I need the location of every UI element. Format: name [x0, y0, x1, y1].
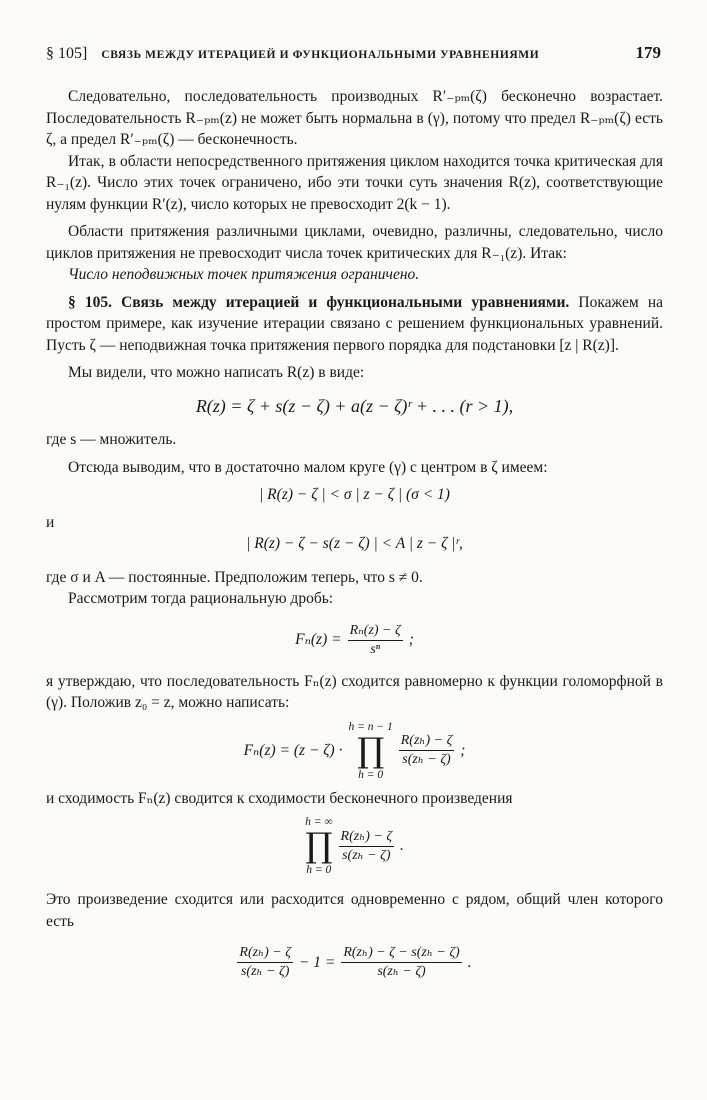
- paragraph-6: Мы видели, что можно написать R(z) в виде:: [68, 364, 365, 381]
- paragraph-7: где s — множитель.: [46, 431, 177, 448]
- eq4-tail: ;: [408, 631, 414, 649]
- product-symbol-icon: ∏: [357, 730, 385, 771]
- paragraph-1: Следовательно, последовательность производных R′₋ₚₘ(ζ) бесконечно возрастает. Последовательность R₋ₚₘ(z) не может быть нормальна в (γ), потому что предел R₋ₚₘ(ζ) есть ζ, а предел R′₋ₚₘ(ζ) — бесконечность.: [46, 88, 663, 148]
- eq7-tail: .: [467, 953, 472, 971]
- eq7-fraction-right: [341, 944, 461, 981]
- product-symbol-icon: ∏: [305, 826, 333, 866]
- header-title: СВЯЗЬ МЕЖДУ ИТЕРАЦИЕЙ И ФУНКЦИОНАЛЬНЫМИ УРАВНЕНИЯМИ: [101, 49, 540, 61]
- eq4-fraction: [348, 622, 403, 659]
- eq7-numerator-right: R(zₕ) − ζ − s(zₕ − ζ): [341, 944, 461, 963]
- eq5-lhs: Fₙ(z) = (z − ζ) ·: [243, 741, 343, 759]
- section-105-heading: § 105. Связь между итерацией и функциональными уравнениями.: [68, 293, 570, 311]
- eq7-middle: − 1 =: [298, 953, 336, 971]
- equation-5: [46, 720, 663, 782]
- eq5-lower-limit: h = 0: [358, 768, 384, 781]
- word-and: и: [46, 513, 55, 531]
- section-105-text: Покажем на простом примере, как изучение итерации связано с решением функциональных уравнений. Пусть ζ — неподвижная точка притяжения первого порядка для подстановки [z | R(z)].: [46, 293, 663, 354]
- page-body: [46, 86, 663, 981]
- paragraph-12: и сходимость Fₙ(z) сводится к сходимости бесконечного произведения: [46, 789, 513, 807]
- page-number: 179: [635, 43, 661, 62]
- paragraph-9: где σ и A — постоянные. Предположим теперь, что s ≠ 0.: [46, 568, 423, 586]
- paragraph-3: Области притяжения различными циклами, очевидно, различны, следовательно, число циклов притяжения не превосходит числа точек критических для R₋₁(z). Итак:: [46, 223, 663, 262]
- section-105-paragraph: [46, 292, 663, 357]
- theorem-statement: Число неподвижных точек притяжения ограничено.: [68, 266, 420, 283]
- eq6-fraction: [339, 828, 395, 865]
- eq5-fraction: [399, 732, 455, 769]
- eq6-lower-limit: h = 0: [306, 864, 332, 876]
- running-header: [46, 42, 661, 64]
- paragraph-10: Рассмотрим тогда рациональную дробь:: [68, 590, 334, 607]
- eq5-tail: ;: [460, 741, 466, 759]
- equation-6: [46, 815, 663, 877]
- equation-7: [46, 944, 663, 981]
- equation-4: [46, 622, 663, 659]
- eq6-numerator: R(zₕ) − ζ: [339, 828, 395, 847]
- equation-2: | R(z) − ζ | < σ | z − ζ | (σ < 1): [259, 486, 450, 503]
- eq4-numerator: Rₙ(z) − ζ: [348, 622, 403, 641]
- eq4-lhs: Fₙ(z) =: [295, 631, 342, 649]
- paragraph-11: я утверждаю, что последовательность Fₙ(z) сходится равномерно к функции голоморфной в (γ). Положив z₀ = z, можно написать:: [46, 672, 663, 711]
- eq7-fraction-left: [237, 944, 293, 981]
- eq6-denominator: s(zₕ − ζ): [342, 847, 391, 863]
- eq6-upper-limit: h = ∞: [305, 816, 333, 828]
- eq6-tail: .: [400, 837, 404, 855]
- eq7-numerator-left: R(zₕ) − ζ: [237, 944, 293, 963]
- eq5-upper-limit: h = n − 1: [348, 720, 393, 733]
- equation-1: R(z) = ζ + s(z − ζ) + a(z − ζ)ʳ + . . . (r > 1),: [195, 395, 514, 416]
- paragraph-2: Итак, в области непосредственного притяжения циклом находится точка критическая для R₋₁(z). Число этих точек ограничено, ибо эти точки суть значения R(z), соответствующие нулям функции R′(z), число которых не превосходит 2(k − 1).: [46, 152, 663, 213]
- equation-3: | R(z) − ζ − s(z − ζ) | < A | z − ζ |ʳ,: [246, 535, 463, 552]
- eq6-product: [305, 815, 332, 877]
- paragraph-13: Это произведение сходится или расходится одновременно с рядом, общий член которого есть: [46, 891, 663, 930]
- eq5-denominator: s(zₕ − ζ): [402, 752, 451, 767]
- eq4-denominator: sⁿ: [370, 641, 381, 657]
- paragraph-8: Отсюда выводим, что в достаточно малом круге (γ) с центром в ζ имеем:: [68, 458, 548, 476]
- eq5-product: [348, 720, 392, 782]
- header-section: § 105]: [46, 45, 88, 62]
- eq5-numerator: R(zₕ) − ζ: [399, 732, 455, 751]
- eq7-denominator-left: s(zₕ − ζ): [240, 964, 290, 979]
- eq7-denominator-right: s(zₕ − ζ): [377, 964, 426, 979]
